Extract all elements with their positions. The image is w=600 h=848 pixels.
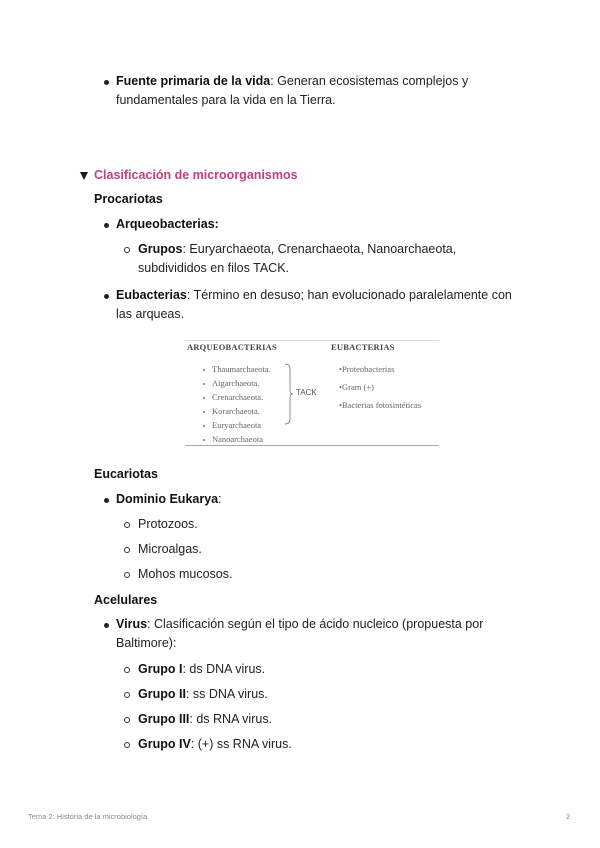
bullet-circle xyxy=(124,667,130,673)
bullet-disc xyxy=(104,294,109,299)
page-number: 2 xyxy=(566,812,571,821)
table-bullet xyxy=(203,397,205,399)
procariotas-heading: Procariotas xyxy=(94,192,163,206)
bullet-circle xyxy=(124,717,130,723)
table-cell: Euryarchaeota xyxy=(212,420,262,430)
bullet-disc xyxy=(104,498,109,503)
arqueobacterias-item: Arqueobacterias: xyxy=(116,217,219,231)
intro-line-2: fundamentales para la vida en la Tierra. xyxy=(116,93,336,107)
bullet-circle xyxy=(124,742,130,748)
table-bullet xyxy=(203,369,205,371)
classification-table-image xyxy=(185,340,439,446)
table-bullet xyxy=(203,425,205,427)
intro-line-1: Fuente primaria de la vida: Generan ecosistemas complejos y xyxy=(116,74,469,88)
table-cell: Korarchaeota. xyxy=(212,406,260,416)
bullet-disc xyxy=(104,80,109,85)
grupos-line-2: subdivididos en filos TACK. xyxy=(138,261,290,275)
bullet-disc xyxy=(104,623,109,628)
tack-label: TACK xyxy=(296,388,317,397)
tack-bracket-icon xyxy=(284,363,294,425)
section-title[interactable]: Clasificación de microorganismos xyxy=(94,168,298,182)
dominio-eukarya-item: Dominio Eukarya: xyxy=(116,492,222,506)
bullet-circle xyxy=(124,247,130,253)
table-header-eubacterias: EUBACTERIAS xyxy=(331,342,395,352)
table-cell: Crenarchaeota. xyxy=(212,392,264,402)
bullet-circle xyxy=(124,547,130,553)
list-item: Protozoos. xyxy=(138,517,198,531)
bullet-circle xyxy=(124,572,130,578)
table-cell: Nanoarchaeota xyxy=(212,434,263,444)
bullet-circle xyxy=(124,522,130,528)
bullet-circle xyxy=(124,692,130,698)
acelulares-heading: Acelulares xyxy=(94,593,158,607)
list-item: Grupo III: ds RNA virus. xyxy=(138,712,273,726)
eucariotas-heading: Eucariotas xyxy=(94,467,158,481)
virus-line-1: Virus: Clasificación según el tipo de ácido nucleico (propuesta por xyxy=(116,617,484,631)
list-item: Grupo I: ds DNA virus. xyxy=(138,662,266,676)
table-cell: Aigarchaeota. xyxy=(212,378,260,388)
eubacterias-line-1: Eubacterias: Término en desuso; han evolucionado paralelamente con xyxy=(116,288,512,302)
table-cell: •Gram (+) xyxy=(339,382,374,392)
table-top-rule xyxy=(185,340,439,341)
table-bottom-rule xyxy=(185,445,439,446)
bullet-disc xyxy=(104,223,109,228)
eubacterias-line-2: las arqueas. xyxy=(116,307,185,321)
toggle-triangle-icon[interactable] xyxy=(80,172,88,180)
list-item: Microalgas. xyxy=(138,542,202,556)
intro-term: Fuente primaria de la vida xyxy=(116,74,271,88)
list-item: Grupo II: ss DNA virus. xyxy=(138,687,268,701)
footer-title: Tema 2: Historia de la microbiología xyxy=(28,812,148,821)
list-item: Grupo IV: (+) ss RNA virus. xyxy=(138,737,292,751)
list-item: Mohos mucosos. xyxy=(138,567,233,581)
table-cell: •Bacterias fotosintéticas xyxy=(339,400,422,410)
table-bullet xyxy=(203,383,205,385)
table-cell: •Proteobacterias xyxy=(339,364,395,374)
table-cell: Thaumarchaeota. xyxy=(212,364,271,374)
table-header-arqueobacterias: ARQUEOBACTERIAS xyxy=(187,342,277,352)
virus-line-2: Baltimore): xyxy=(116,636,177,650)
grupos-line-1: Grupos: Euryarchaeota, Crenarchaeota, Nanoarchaeota, xyxy=(138,242,457,256)
table-bullet xyxy=(203,411,205,413)
table-bullet xyxy=(203,439,205,441)
